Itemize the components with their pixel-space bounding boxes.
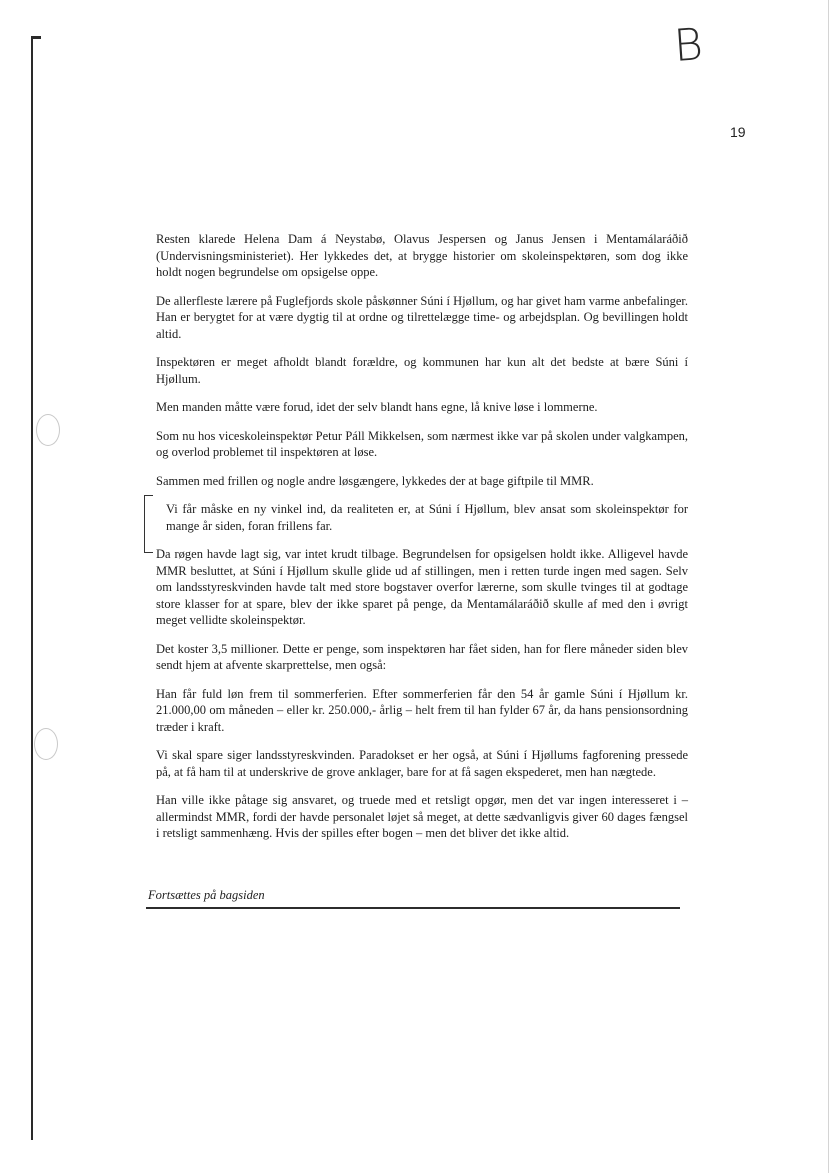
paragraph: Sammen med frillen og nogle andre løsgængere, lykkedes der at bage giftpile til MMR. — [156, 473, 594, 488]
continue-note: Fortsættes på bagsiden — [148, 888, 265, 902]
page-number: 19 — [730, 124, 746, 140]
highlighted-callout — [156, 501, 688, 534]
paragraph: Da røgen havde lagt sig, var intet krudt tilbage. Begrundelsen for opsigelsen holdt ikke. Alligevel havde MMR besluttet, at Súni í Hjøllum skulle glide ud af stillingen, men i retten turde ingen med sagen. Selv om landsstyreskvinden havde talt med store bogstaver overfor lærerne, som skulle tvinges til at godtage store klasser for at spare, blev der ikke sparet på penge, da Mentamálaráðið skulle af med den i øvrigt meget vellidte skoleinspektør. — [156, 547, 688, 627]
bottom-rule — [146, 907, 680, 909]
handwritten-corner-mark: B — [672, 19, 705, 72]
paragraph: Han ville ikke påtage sig ansvaret, og truede med et retsligt opgør, men det var ingen interesseret i – allermindst MMR, fordi der havde personalet løjet så meget, at dette sædvanligvis giver 60 dages fængsel i retsligt sammenhæng. Hvis der spilles efter bogen – men det bliver det ikke altid. — [156, 793, 688, 840]
punch-hole-bottom — [34, 728, 58, 760]
article-body — [156, 231, 688, 854]
paragraph: De allerfleste lærere på Fuglefjords skole påskønner Súni í Hjøllum, og har givet ham varme anbefalinger. Han er berygtet for at være dygtig til at ordne og tilrettelægge time- og arbejdsplan. Og bevillingen holdt altid. — [156, 293, 688, 341]
paragraph: Inspektøren er meget afholdt blandt forældre, og kommunen har kun alt det bedste at bære Súni í Hjøllum. — [156, 355, 688, 386]
paragraph: Vi skal spare siger landsstyreskvinden. Paradokset er her også, at Súni í Hjøllums fagforening pressede på, at få ham til at underskrive de grove anklager, bare for at få sagen ekspederet, men han nægtede. — [156, 748, 688, 779]
page-left-edge-tick — [31, 36, 41, 39]
punch-hole-top — [36, 414, 60, 446]
page-right-edge-line — [828, 0, 829, 1173]
paragraph: Resten klarede Helena Dam á Neystabø, Olavus Jespersen og Janus Jensen i Mentamálaráðið (Undervisningsministeriet). Her lykkedes det, at brygge historier om skoleinspektøren, som dog ikke holdt nogen begrundelse om opsigelse oppe. — [156, 232, 688, 279]
paragraph: Han får fuld løn frem til sommerferien. Efter sommerferien får den 54 år gamle Súni í Hjøllum kr. 21.000,00 om måneden – eller kr. 250.000,- årlig – helt frem til han fylder 67 år, da hans pensionsordning træder i kraft. — [156, 686, 688, 734]
paragraph: Det koster 3,5 millioner. Dette er penge, som inspektøren har fået siden, han for flere måneder siden blev sendt hjem at afvente skarprettelse, men også: — [156, 641, 688, 672]
paragraph: Men manden måtte være forud, idet der selv blandt hans egne, lå knive løse i lommerne. — [156, 400, 598, 414]
paragraph: Som nu hos viceskoleinspektør Petur Páll Mikkelsen, som nærmest ikke var på skolen under valgkampen, og overlod problemet til inspektøren at løse. — [156, 428, 688, 459]
callout-text: Vi får måske en ny vinkel ind, da realiteten er, at Súni í Hjøllum, blev ansat som skoleinspektør for mange år siden, foran frillens far. — [166, 502, 688, 533]
continue-footer — [146, 888, 680, 909]
handwritten-bracket-mark — [144, 495, 153, 553]
page-left-edge-line — [31, 38, 33, 1140]
